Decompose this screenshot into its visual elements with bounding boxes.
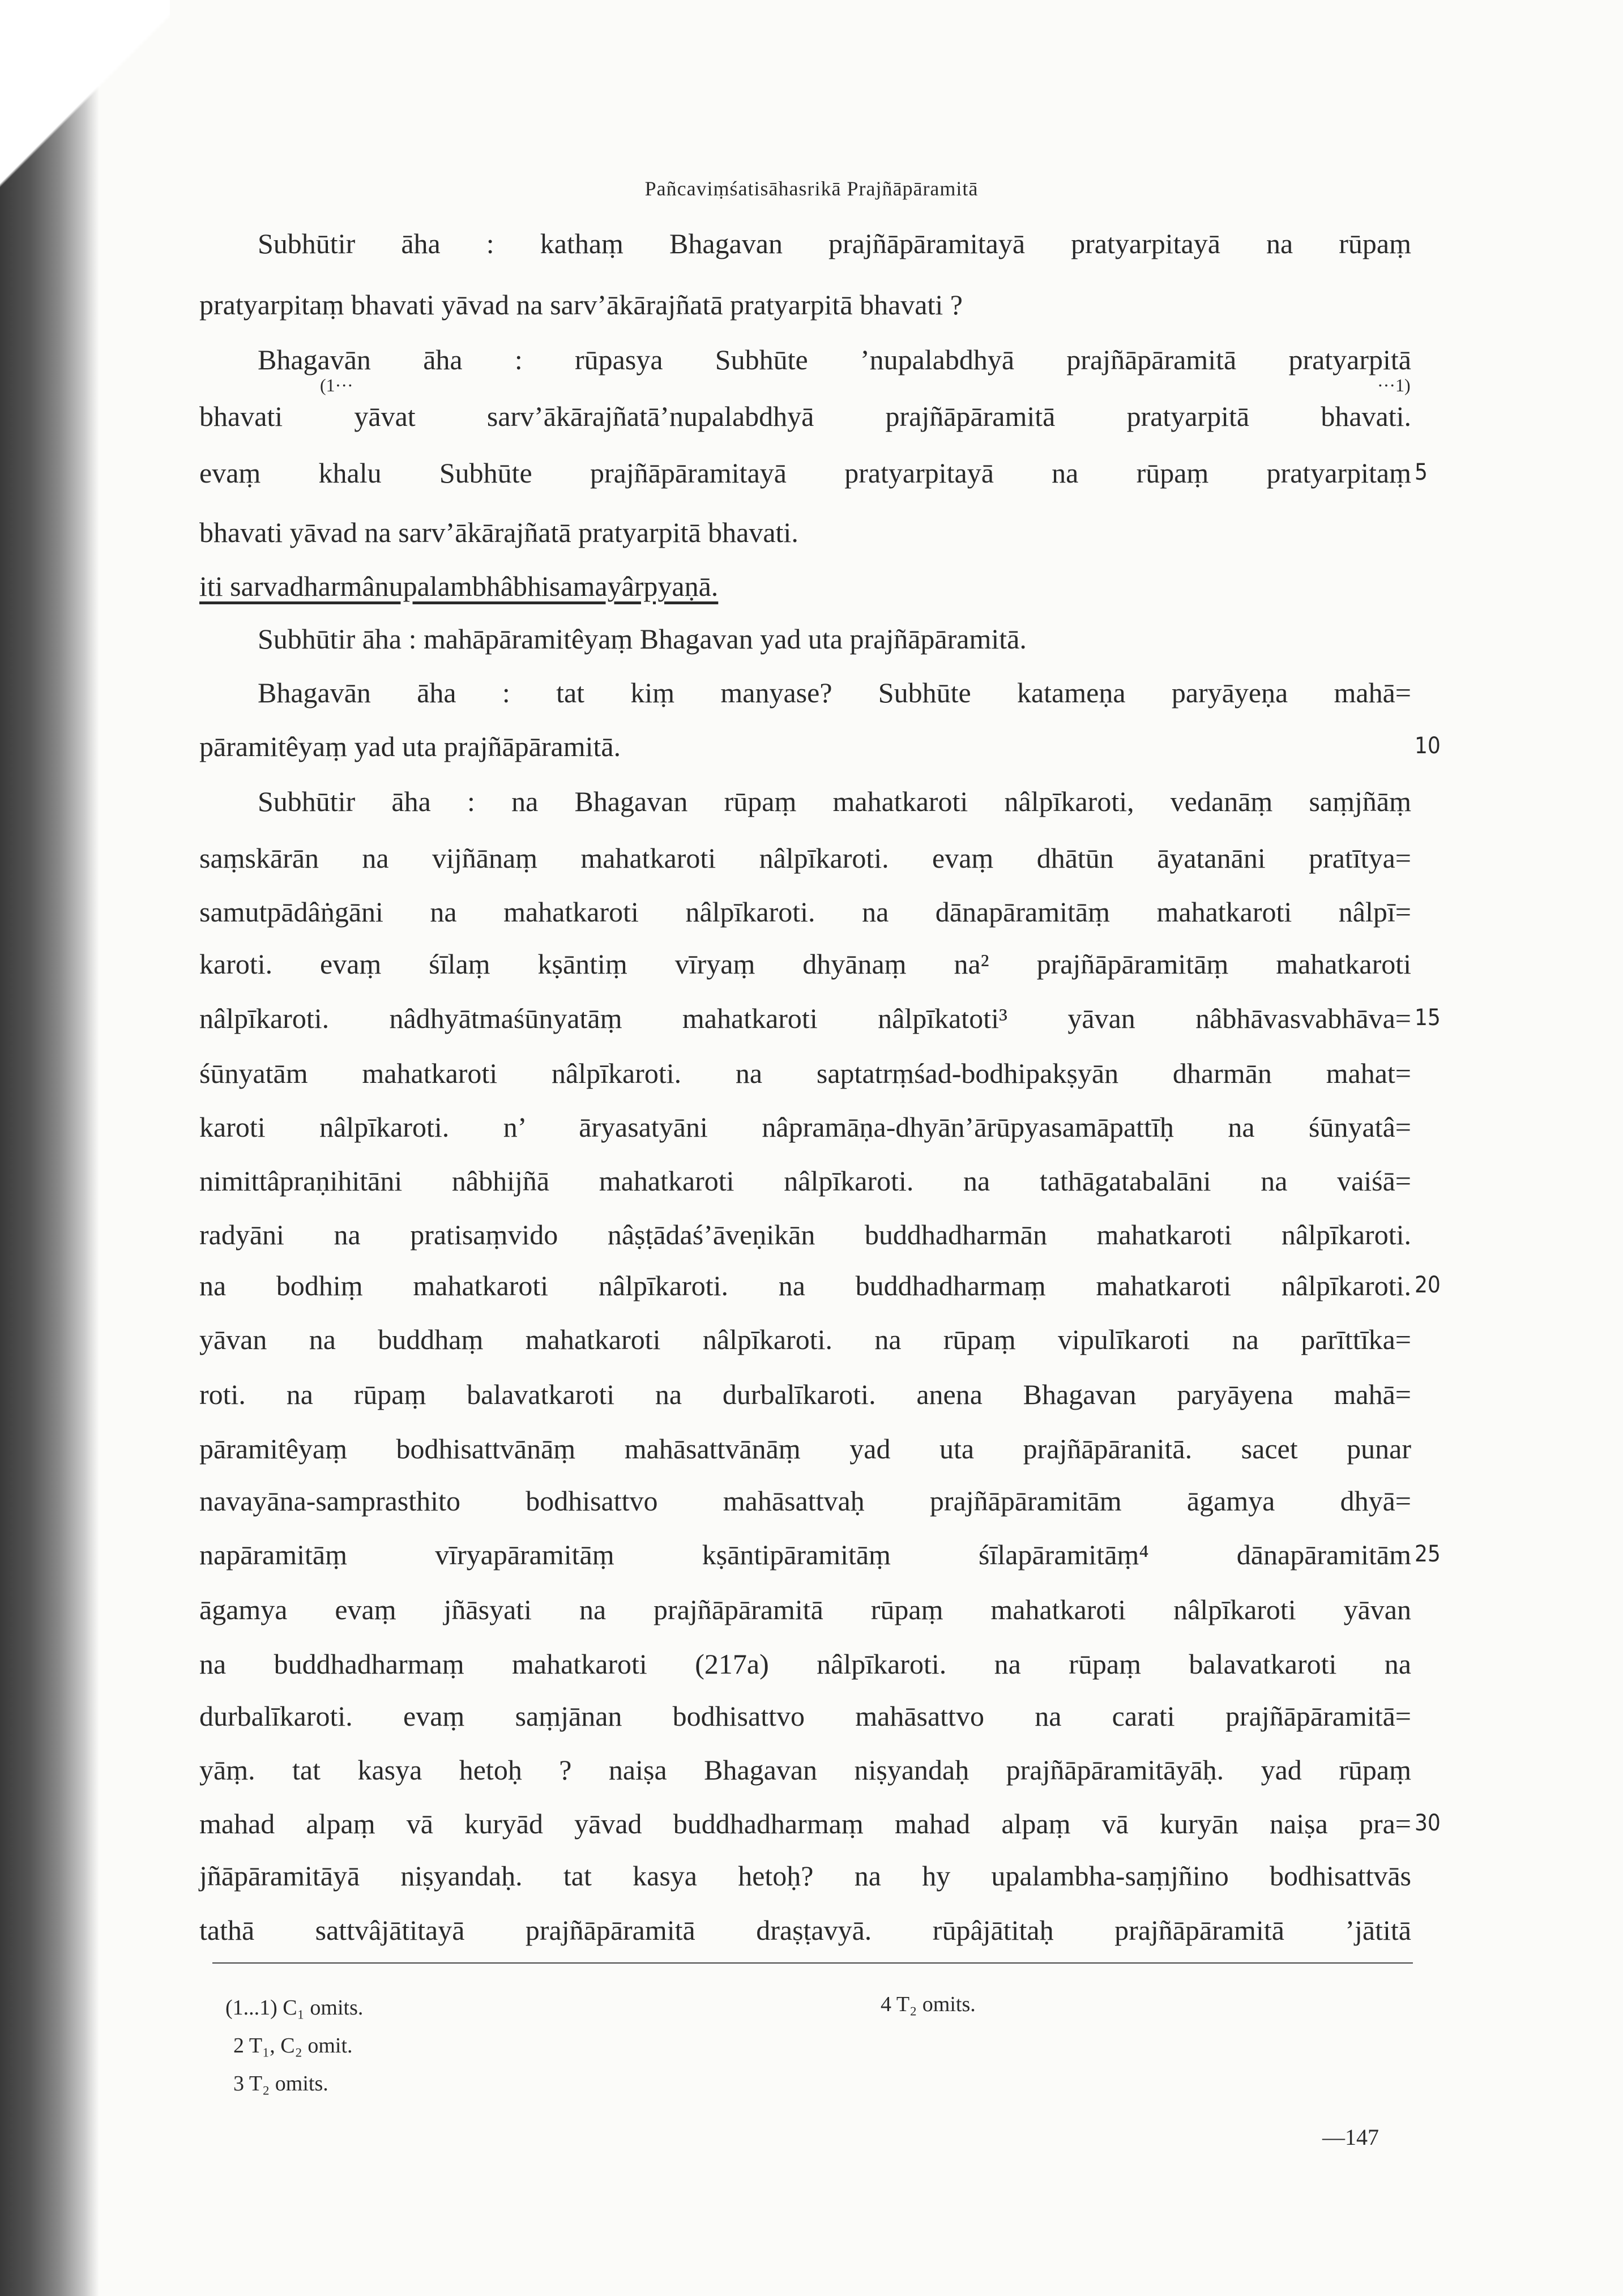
- line-number: 25: [1415, 1541, 1441, 1567]
- line-number: 15: [1415, 1005, 1441, 1031]
- text-line: nâlpīkaroti. nâdhyātmaśūnyatāṃ mahatkaroti nâlpīkatoti³ yāvan nâbhāvasvabhāva=: [199, 1002, 1411, 1034]
- text-line: pāramitêyaṃ yad uta prajñāpāramitā.: [199, 731, 621, 762]
- footnote-4: 4 T₂ omits.: [881, 1992, 976, 2016]
- footnote-2: 2 T₁, C₂ omit.: [233, 2034, 353, 2058]
- footnote-1: (1...1) C₁ omits.: [225, 1996, 364, 2020]
- text-line: roti. na rūpaṃ balavatkaroti na durbalīkaroti. anena Bhagavan paryāyena mahā=: [199, 1379, 1411, 1410]
- text-line: saṃskārān na vijñānaṃ mahatkaroti nâlpīkaroti. evaṃ dhātūn āyatanāni pratītya=: [199, 842, 1411, 874]
- line-number: 10: [1415, 733, 1441, 759]
- text-line: bhavati yāvat sarv’ākārajñatā’nupalabdhyā prajñāpāramitā pratyarpitā bhavati.: [199, 400, 1411, 432]
- text-line: pratyarpitaṃ bhavati yāvad na sarv’ākārajñatā pratyarpitā bhavati ?: [199, 289, 963, 321]
- text-line: samutpādâṅgāni na mahatkaroti nâlpīkaroti. na dānapāramitāṃ mahatkaroti nâlpī=: [199, 896, 1411, 928]
- text-line: pāramitêyaṃ bodhisattvānāṃ mahāsattvānāṃ yad uta prajñāpāranitā. sacet punar: [199, 1433, 1411, 1465]
- book-binding-shadow: [0, 0, 99, 2296]
- text-line: na bodhiṃ mahatkaroti nâlpīkaroti. na buddhadharmaṃ mahatkaroti nâlpīkaroti.: [199, 1270, 1411, 1301]
- text-line: mahad alpaṃ vā kuryād yāvad buddhadharmaṃ mahad alpaṃ vā kuryān naiṣa pra=: [199, 1808, 1411, 1840]
- text-line: āgamya evaṃ jñāsyati na prajñāpāramitā rūpaṃ mahatkaroti nâlpīkaroti yāvan: [199, 1594, 1411, 1625]
- page-number: —147: [1322, 2124, 1379, 2150]
- text-line: Bhagavān āha : tat kiṃ manyase? Subhūte katameṇa paryāyeṇa mahā=: [258, 677, 1411, 709]
- text-line: Subhūtir āha : na Bhagavan rūpaṃ mahatkaroti nâlpīkaroti, vedanāṃ saṃjñāṃ: [258, 786, 1411, 817]
- text-line: na buddhadharmaṃ mahatkaroti (217a) nâlpīkaroti. na rūpaṃ balavatkaroti na: [199, 1648, 1411, 1680]
- running-head: Pañcaviṃśatisāhasrikā Prajñāpāramitā: [644, 177, 979, 200]
- line-number: 20: [1415, 1272, 1441, 1298]
- text-line: Subhūtir āha : kathaṃ Bhagavan prajñāpāramitayā pratyarpitayā na rūpaṃ: [258, 228, 1411, 259]
- text-line: Bhagavān āha : rūpasya Subhūte ’nupalabdhyā prajñāpāramitā pratyarpitā: [258, 344, 1411, 375]
- variant-open-mark: (1···: [320, 375, 353, 395]
- page-corner: [0, 0, 170, 238]
- text-line: yāṃ. tat kasya hetoḥ ? naiṣa Bhagavan niṣyandaḥ prajñāpāramitāyāḥ. yad rūpaṃ: [199, 1754, 1411, 1786]
- line-number: 30: [1415, 1810, 1441, 1836]
- variant-close-mark: ···1): [1377, 375, 1411, 395]
- text-line: evaṃ khalu Subhūte prajñāpāramitayā pratyarpitayā na rūpaṃ pratyarpitaṃ: [199, 457, 1411, 489]
- text-line: karoti nâlpīkaroti. n’ āryasatyāni nâpramāṇa-dhyān’ārūpyasamāpattīḥ na śūnyatâ=: [199, 1111, 1411, 1143]
- text-line: bhavati yāvad na sarv’ākārajñatā pratyarpitā bhavati.: [199, 517, 798, 548]
- text-line: tathā sattvâjātitayā prajñāpāramitā draṣṭavyā. rūpâjātitaḥ prajñāpāramitā ’jātitā: [199, 1914, 1411, 1946]
- text-line: durbalīkaroti. evaṃ saṃjānan bodhisattvo mahāsattvo na carati prajñāpāramitā=: [199, 1700, 1411, 1732]
- text-line: napāramitāṃ vīryapāramitāṃ kṣāntipāramitāṃ śīlapāramitāṃ⁴ dānapāramitām: [199, 1539, 1411, 1571]
- footnote-3: 3 T₂ omits.: [233, 2072, 328, 2096]
- text-line: nimittâpraṇihitāni nâbhijñā mahatkaroti nâlpīkaroti. na tathāgatabalāni na vaiśā=: [199, 1165, 1411, 1197]
- footnote-rule: [212, 1962, 1413, 1964]
- text-line: karoti. evaṃ śīlaṃ kṣāntiṃ vīryaṃ dhyānaṃ na² prajñāpāramitāṃ mahatkaroti: [199, 948, 1411, 980]
- text-line: Subhūtir āha : mahāpāramitêyaṃ Bhagavan yad uta prajñāpāramitā.: [258, 623, 1027, 655]
- text-line: navayāna-samprasthito bodhisattvo mahāsattvaḥ prajñāpāramitām āgamya dhyā=: [199, 1485, 1411, 1517]
- text-line: yāvan na buddhaṃ mahatkaroti nâlpīkaroti. na rūpaṃ vipulīkaroti na parīttīka=: [199, 1324, 1411, 1355]
- text-line: iti sarvadharmânupalambhâbhisamayârpyaṇā.: [199, 570, 719, 602]
- text-line: radyāni na pratisaṃvido nâṣṭādaś’āveṇikān buddhadharmān mahatkaroti nâlpīkaroti.: [199, 1219, 1411, 1251]
- line-number: 5: [1415, 459, 1428, 485]
- text-line: śūnyatām mahatkaroti nâlpīkaroti. na saptatrṃśad-bodhipakṣyān dharmān mahat=: [199, 1057, 1411, 1089]
- text-line: jñāpāramitāyā niṣyandaḥ. tat kasya hetoḥ? na hy upalambha-saṃjñino bodhisattvās: [199, 1860, 1411, 1892]
